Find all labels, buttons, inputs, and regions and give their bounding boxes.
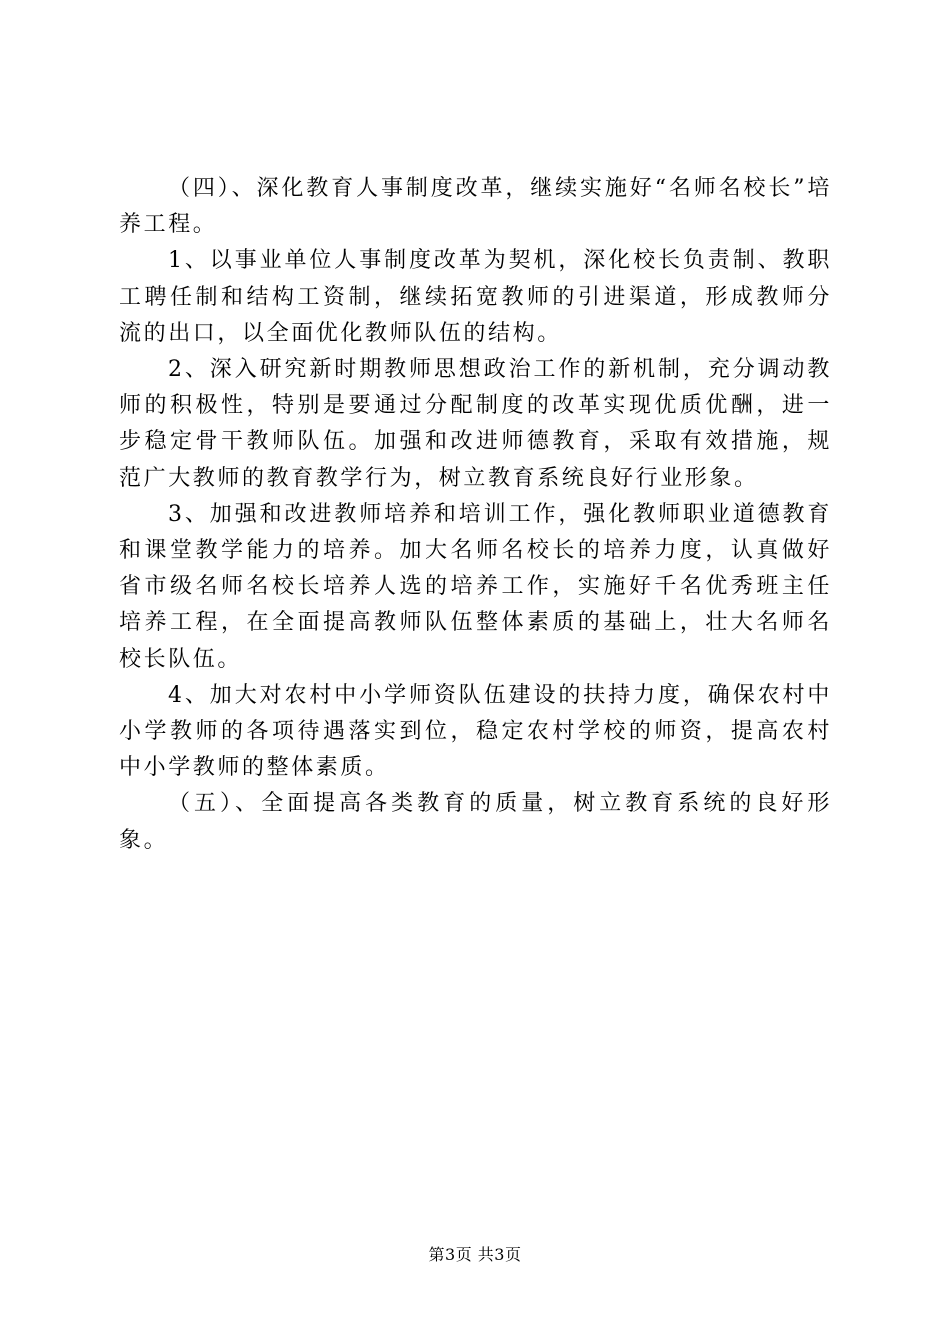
document-body [119, 171, 832, 859]
paragraph-item-3: 3、加强和改进教师培养和培训工作，强化教师职业道德教育和课堂教学能力的培养。加大名师名校长的培养力度，认真做好省市级名师名校长培养人选的培养工作，实施好千名优秀班主任培养工程，在全面提高教师队伍整体素质的基础上，壮大名师名校长队伍。 [119, 501, 832, 672]
paragraph-item-1: 1、以事业单位人事制度改革为契机，深化校长负责制、教职工聘任制和结构工资制，继续拓宽教师的引进渠道，形成教师分流的出口，以全面优化教师队伍的结构。 [119, 248, 832, 346]
paragraph-item-2: 2、深入研究新时期教师思想政治工作的新机制，充分调动教师的积极性，特别是要通过分配制度的改革实现优质优酬，进一步稳定骨干教师队伍。加强和改进师德教育，采取有效措施，规范广大教师的教育教学行为，树立教育系统良好行业形象。 [119, 357, 832, 491]
paragraph-item-4: 4、加大对农村中小学师资队伍建设的扶持力度，确保农村中小学教师的各项待遇落实到位，稳定农村学校的师资，提高农村中小学教师的整体素质。 [119, 682, 832, 781]
section-heading-five: （五）、全面提高各类教育的质量，树立教育系统的良好形象。 [119, 791, 832, 853]
section-heading-four: （四）、深化教育人事制度改革，继续实施好“名师名校长”培养工程。 [119, 176, 832, 238]
page-number-footer: 第3页 共3页 [428, 1245, 522, 1264]
